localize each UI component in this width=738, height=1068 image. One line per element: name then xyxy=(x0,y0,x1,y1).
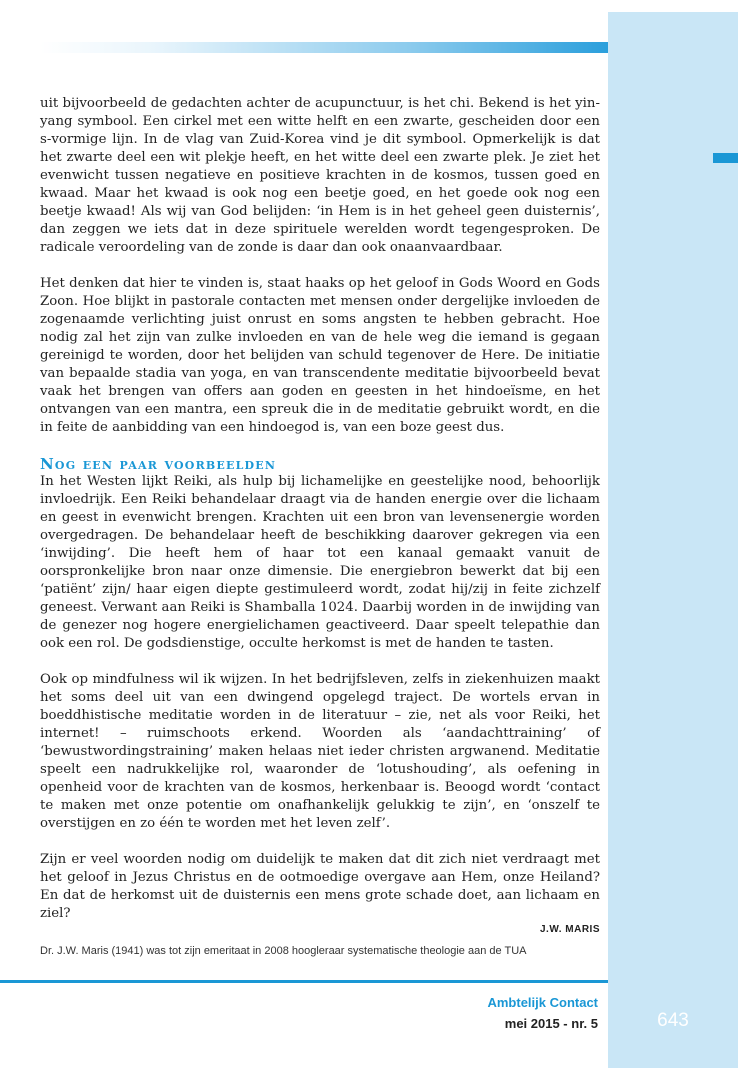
paragraph-4: Ook op mindfulness wil ik wijzen. In het bedrijfsleven, zelfs in ziekenhuizen maakt het soms deel uit van een dwingend opgelegd traject. De wortels ervan in boeddhistische meditatie worden in de literatuur – zie, net als voor Reiki, het internet! – ruimschoots erkend. Woorden als ‘aandachttraining’ of ‘bewustwordingstraining’ maken helaas niet ieder christen argwanend. Meditatie speelt een nadrukkelijke rol, waaronder de ‘lotushouding’, als oefening in openheid voor de krachten van de kosmos, herkenbaar is. Beoogd wordt ‘contact te maken met onze potentie om onafhankelijk gelukkig te zijn’, en ‘onszelf te overstijgen en zo één te worden met het leven zelf’. xyxy=(40,672,600,831)
issue-label: mei 2015 - nr. 5 xyxy=(504,1016,598,1031)
paragraph-1: uit bijvoorbeeld de gedachten achter de acupunctuur, is het chi. Bekend is het yin-yang symbool. Een cirkel met een witte helft en een zwarte, gescheiden door een s-vormige lijn. In de vlag van Zuid-Korea vind je dit symbool. Opmerkelijk is dat het zwarte deel een wit plekje heeft, en het witte deel een zwarte plek. Je ziet het evenwicht tussen negatieve en positieve krachten in de kosmos, tussen goed en kwaad. Maar het kwaad is ook nog een beetje goed, en het goede ook nog een beetje kwaad! Als wij van God belijden: ‘in Hem is in het geheel geen duisternis’, dan zeggen we iets dat in deze spirituele werelden wordt tegengesproken. De radicale veroordeling van de zonde is daar dan ook onaanvaardbaar. xyxy=(40,96,600,255)
side-marker xyxy=(713,153,738,163)
article-body xyxy=(40,95,600,959)
side-band xyxy=(608,12,738,1068)
page-number: 643 xyxy=(657,1010,689,1031)
paragraph-5: Zijn er veel woorden nodig om duidelijk te maken dat dit zich niet verdraagt met het geloof in Jezus Christus en de ootmoedige overgave aan Hem, onze Heiland? En dat de herkomst uit de duisternis een mens grote schade doet, aan lichaam en ziel? xyxy=(40,852,600,921)
author-bio: Dr. J.W. Maris (1941) was tot zijn emeritaat in 2008 hoogleraar systematische theologie aan de TUA xyxy=(40,945,527,957)
magazine-title: Ambtelijk Contact xyxy=(487,995,598,1010)
author-name: J.W. MARIS xyxy=(539,924,600,935)
paragraph-2: Het denken dat hier te vinden is, staat haaks op het geloof in Gods Woord en Gods Zoon. Hoe blijkt in pastorale contacten met mensen onder dergelijke invloeden de zogenaamde verlichting juist onrust en soms angsten te hebben gebracht. Hoe nodig zal het zijn van zulke invloeden en van de hele weg die iemand is gegaan gereinigd te worden, door het belijden van schuld tegenover de Here. De initiatie van bepaalde stadia van yoga, en van transcendente meditatie bijvoorbeeld bevat vaak het brengen van offers aan goden en geesten in het hindoeïsme, en het ontvangen van een mantra, een spreuk die in de meditatie gebruikt wordt, en die in feite de aanbidding van een hindoegod is, van een boze geest dus. xyxy=(40,276,600,435)
section-heading: Nog een paar voorbeelden xyxy=(40,455,277,473)
footer-divider xyxy=(0,980,608,983)
header-gradient-bar xyxy=(40,42,608,53)
paragraph-3: In het Westen lijkt Reiki, als hulp bij lichamelijke en geestelijke nood, behoorlijk invloedrijk. Een Reiki behandelaar draagt via de handen energie over die lichaam en geest in evenwicht brengen. Krachten uit een bron van levensenergie worden overgedragen. De behandelaar heeft de beschikking daarover gekregen via een ‘inwijding’. Die heeft hem of haar tot een kanaal gemaakt vanuit de oorspronkelijke bron naar onze dimensie. Die energiebron bewerkt dat bij een ‘patiënt’ zijn/ haar eigen diepte gestimuleerd wordt, zodat hij/zij in feite zichzelf geneest. Verwant aan Reiki is Shamballa 1024. Daarbij worden in de inwijding van de genezer nog hogere energielichamen geactiveerd. Daar speelt telepathie dan ook een rol. De godsdienstige, occulte herkomst is met de handen te tasten. xyxy=(40,474,600,651)
